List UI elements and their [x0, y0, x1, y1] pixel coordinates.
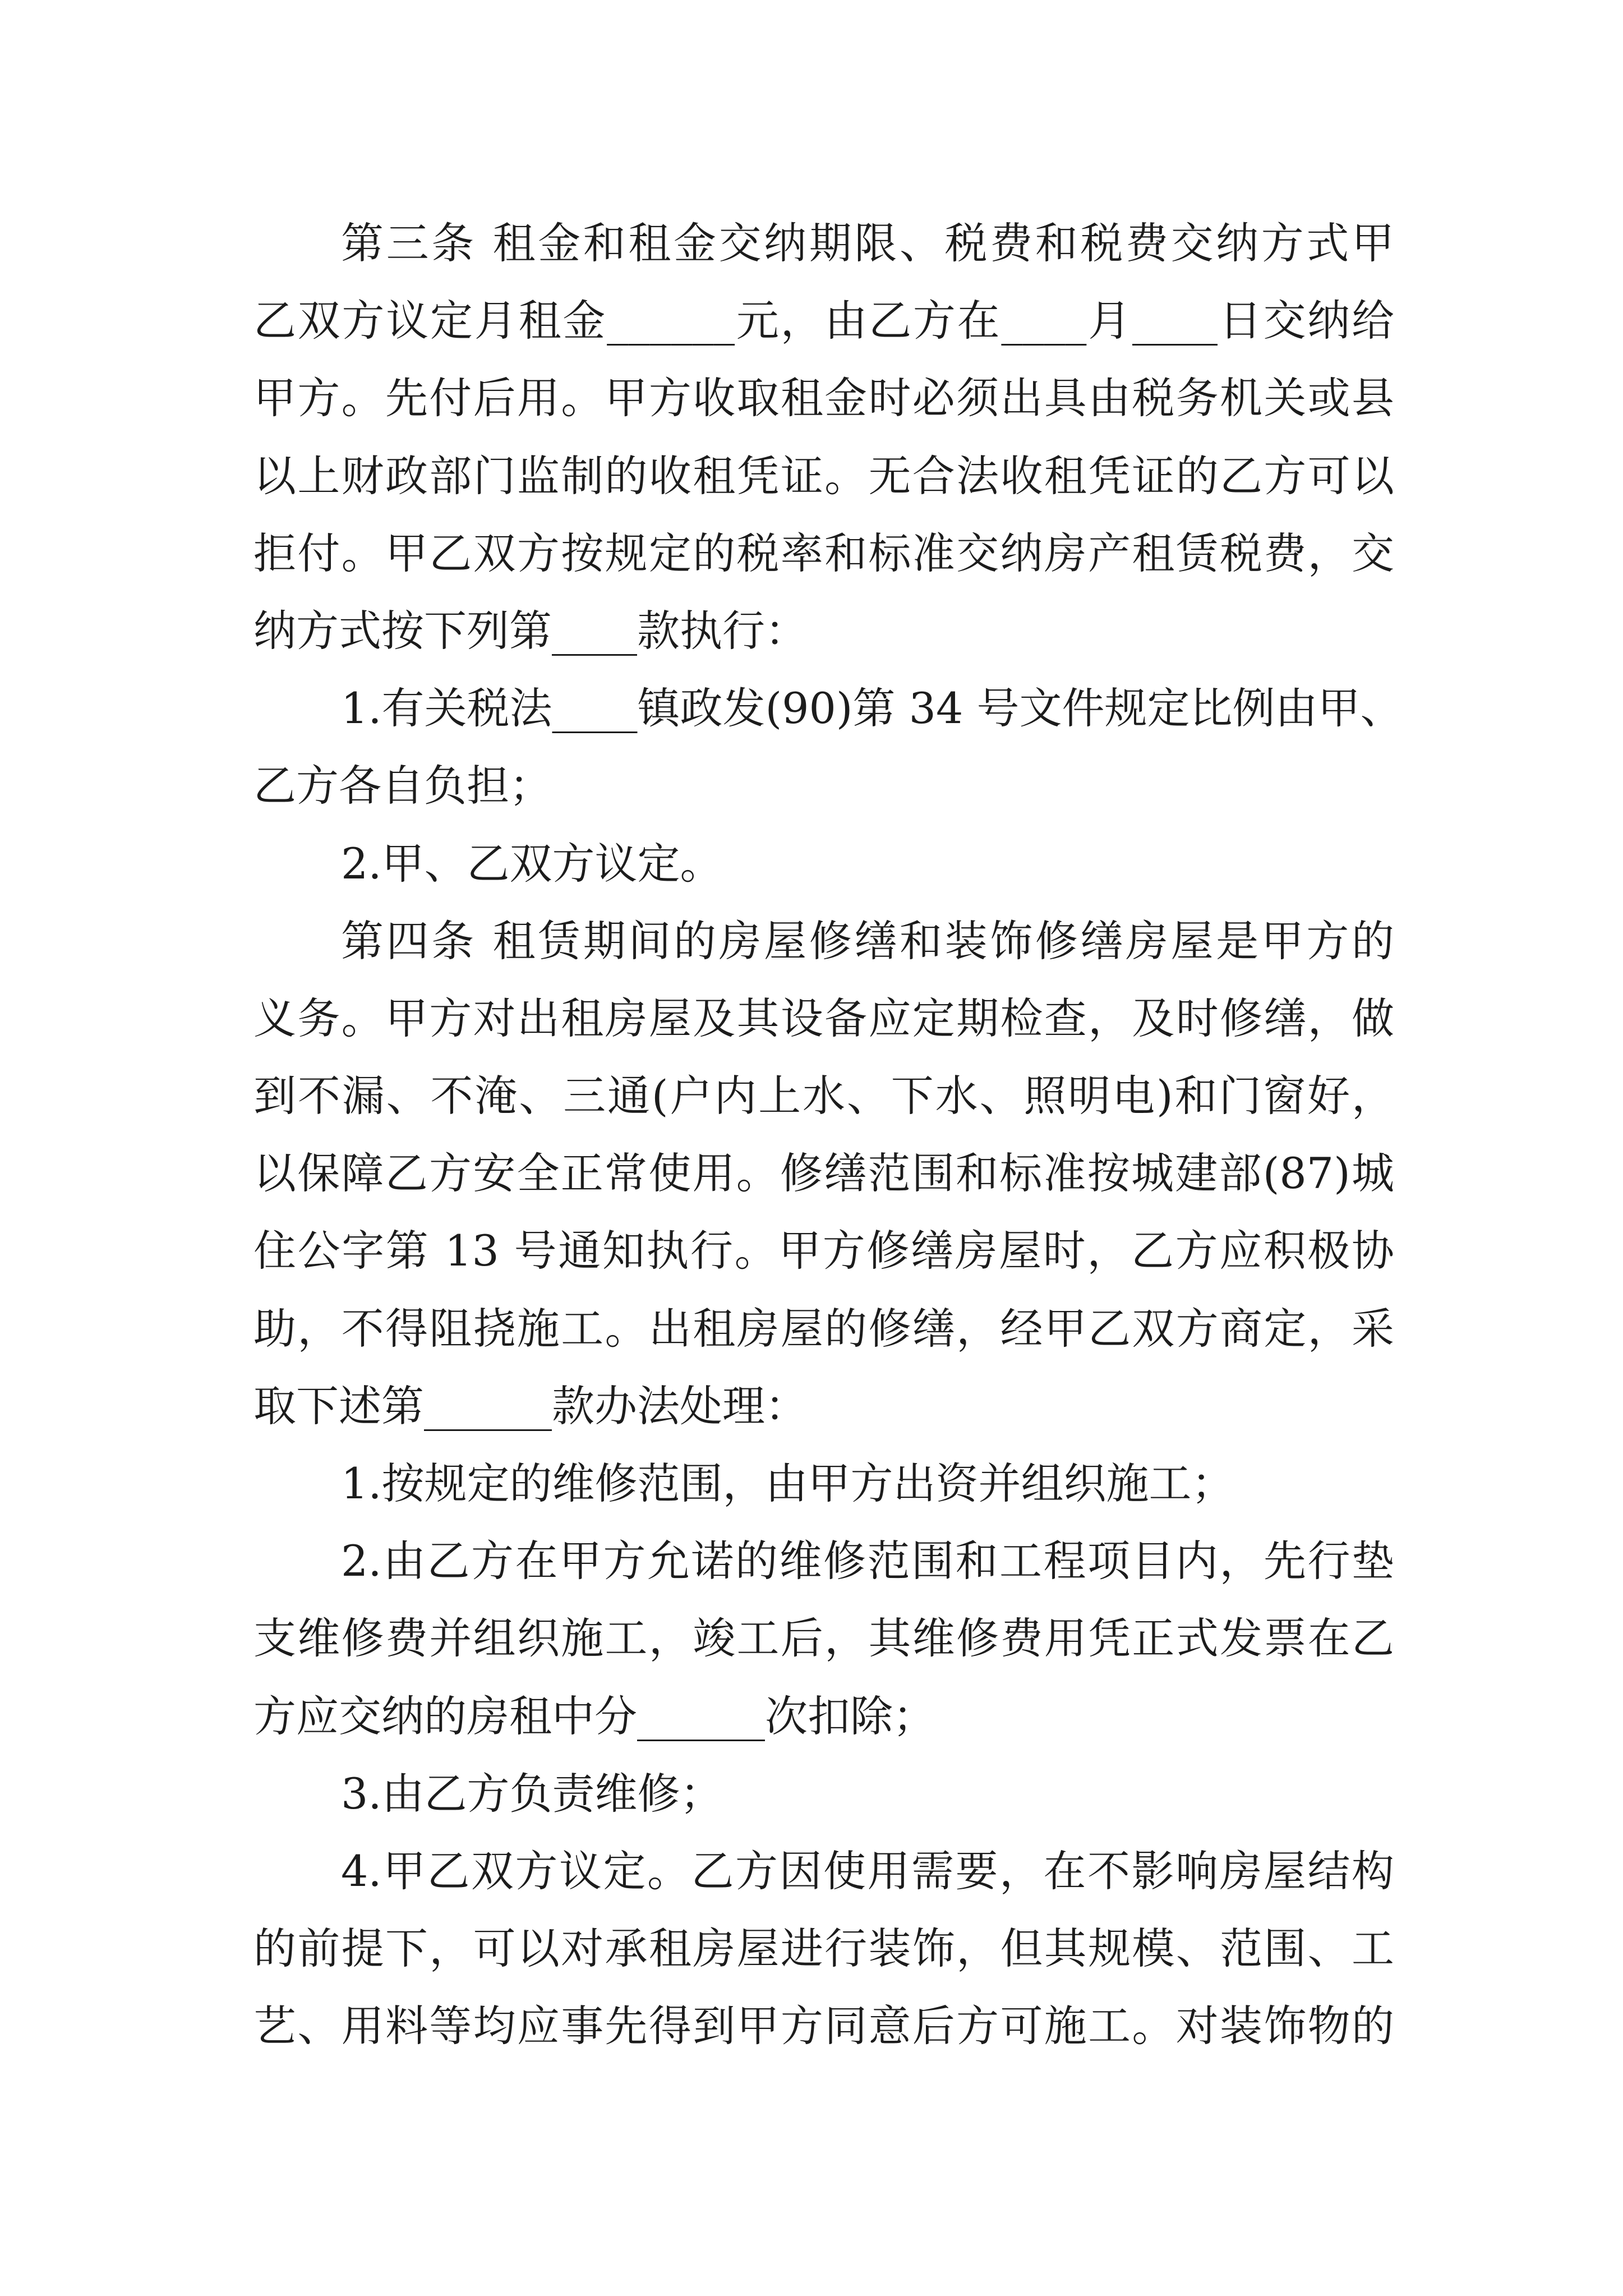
text-line: 2.由乙方在甲方允诺的维修范围和工程项目内，先行垫 [341, 1536, 1394, 1586]
text-line: 取下述第______款办法处理： [253, 1381, 808, 1431]
text-line: 义务。甲方对出租房屋及其设备应定期检查，及时修缮，做 [253, 993, 1394, 1043]
paragraph-article-3 [253, 205, 1394, 670]
paragraph-tax-option-1 [253, 670, 1403, 825]
text-line: 1.有关税法____镇政发(90)第 34 号文件规定比例由甲、 [341, 683, 1403, 734]
text-line: 艺、用料等均应事先得到甲方同意后方可施工。对装饰物的 [253, 2001, 1394, 2051]
text-line: 纳方式按下列第____款执行： [253, 605, 808, 656]
text-line: 住公字第 13 号通知执行。甲方修缮房屋时，乙方应积极协 [253, 1226, 1394, 1276]
paragraph-repair-option-4 [253, 1833, 1394, 2065]
text-line: 甲方。先付后用。甲方收取租金时必须出具由税务机关或县 [253, 373, 1394, 424]
text-line: 3.由乙方负责维修； [341, 1768, 723, 1819]
text-line: 方应交纳的房租中分______次扣除； [253, 1691, 935, 1741]
text-line: 乙双方议定月租金______元，由乙方在____月____日交纳给 [253, 296, 1394, 346]
text-line: 第三条 租金和租金交纳期限、税费和税费交纳方式甲 [341, 218, 1394, 268]
text-line: 拒付。甲乙双方按规定的税率和标准交纳房产租赁税费，交 [253, 528, 1394, 578]
text-line: 1.按规定的维修范围，由甲方出资并组织施工； [341, 1458, 1234, 1508]
text-line: 到不漏、不淹、三通(户内上水、下水、照明电)和门窗好， [253, 1071, 1394, 1121]
paragraph-article-4 [253, 903, 1394, 1445]
text-line: 2.甲、乙双方议定。 [341, 838, 723, 889]
text-line: 支维修费并组织施工，竣工后，其维修费用凭正式发票在乙 [253, 1613, 1394, 1664]
paragraph-repair-option-2 [253, 1522, 1394, 1755]
text-line: 第四条 租赁期间的房屋修缮和装饰修缮房屋是甲方的 [341, 915, 1394, 966]
text-line: 乙方各自负担； [253, 761, 552, 811]
text-line: 4.甲乙双方议定。乙方因使用需要，在不影响房屋结构 [341, 1846, 1394, 1896]
text-line: 以保障乙方安全正常使用。修缮范围和标准按城建部(87)城 [253, 1148, 1394, 1199]
paragraph-tax-option-2 [253, 825, 1394, 903]
text-line: 助，不得阻挠施工。出租房屋的修缮，经甲乙双方商定，采 [253, 1303, 1394, 1354]
text-line: 以上财政部门监制的收租凭证。无合法收租凭证的乙方可以 [253, 450, 1394, 501]
document-body [253, 205, 1403, 2065]
paragraph-repair-option-3 [253, 1755, 1394, 1833]
text-line: 的前提下，可以对承租房屋进行装饰，但其规模、范围、工 [253, 1924, 1394, 1974]
paragraph-repair-option-1 [253, 1445, 1394, 1522]
